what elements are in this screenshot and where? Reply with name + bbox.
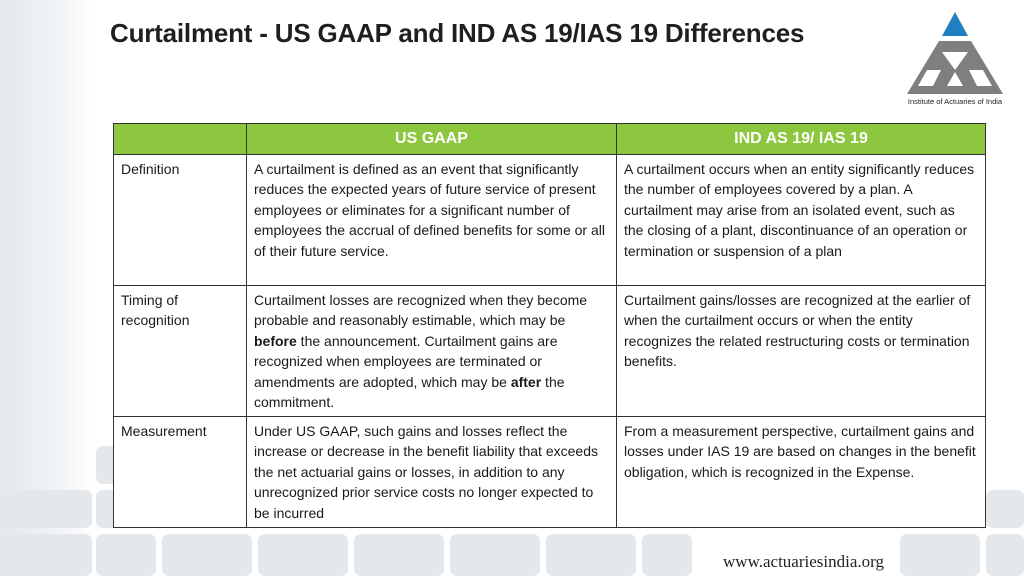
cell-us-gaap-timing: [247, 286, 617, 417]
emphasis-before: before: [254, 332, 297, 349]
table-header-row: [114, 124, 986, 155]
row-label-timing: Timing of recognition: [114, 286, 247, 417]
emphasis-after: after: [510, 373, 542, 390]
timing-text-3: the commitment.: [254, 373, 565, 411]
header-blank-cell: [114, 124, 247, 155]
table-row: [114, 417, 986, 528]
comparison-table: [113, 123, 986, 528]
table-row: [114, 155, 986, 286]
table-row: [114, 286, 986, 417]
footer-website: www.actuariesindia.org: [723, 552, 884, 571]
cell-us-gaap-measurement: Under US GAAP, such gains and losses reflect the increase or decrease in the benefit liability that exceeds the net actuarial gains or losses, in addition to any unrecognized prior service costs no longer expected to be incurred: [247, 417, 617, 528]
cell-ind-as-definition: A curtailment occurs when an entity significantly reduces the number of employees covered by a plan. A curtailment may arise from an isolated event, such as the closing of a plant, discontinuance of an operation or termination or suspension of a plan: [617, 155, 986, 286]
logo-mark-icon: [905, 10, 1005, 96]
cell-us-gaap-definition: A curtailment is defined as an event that significantly reduces the expected years of future service of present employees or eliminates for a significant number of employees the accrual of defined benefits for some or all of their future service.: [247, 155, 617, 286]
cell-ind-as-measurement: From a measurement perspective, curtailment gains and losses under IAS 19 are based on changes in the benefit obligation, which is recognized in the Expense.: [617, 417, 986, 528]
page-title: Curtailment - US GAAP and IND AS 19/IAS 19 Differences: [110, 18, 805, 48]
header-ind-as: IND AS 19/ IAS 19: [617, 124, 986, 155]
institute-logo: [902, 10, 1008, 110]
row-label-definition: Definition: [114, 155, 247, 286]
logo-caption: Institute of Actuaries of India: [907, 97, 1003, 106]
header-us-gaap: US GAAP: [247, 124, 617, 155]
cell-ind-as-timing: Curtailment gains/losses are recognized at the earlier of when the curtailment occurs or when the entity recognizes the related restructuring costs or termination benefits.: [617, 286, 986, 417]
timing-text-2: the announcement. Curtailment gains are recognized when employees are terminated or amendments are adopted, which may be: [254, 332, 558, 390]
timing-text-1: Curtailment losses are recognized when they become probable and reasonably estimable, which may be: [254, 292, 588, 329]
row-label-measurement: Measurement: [114, 417, 247, 528]
